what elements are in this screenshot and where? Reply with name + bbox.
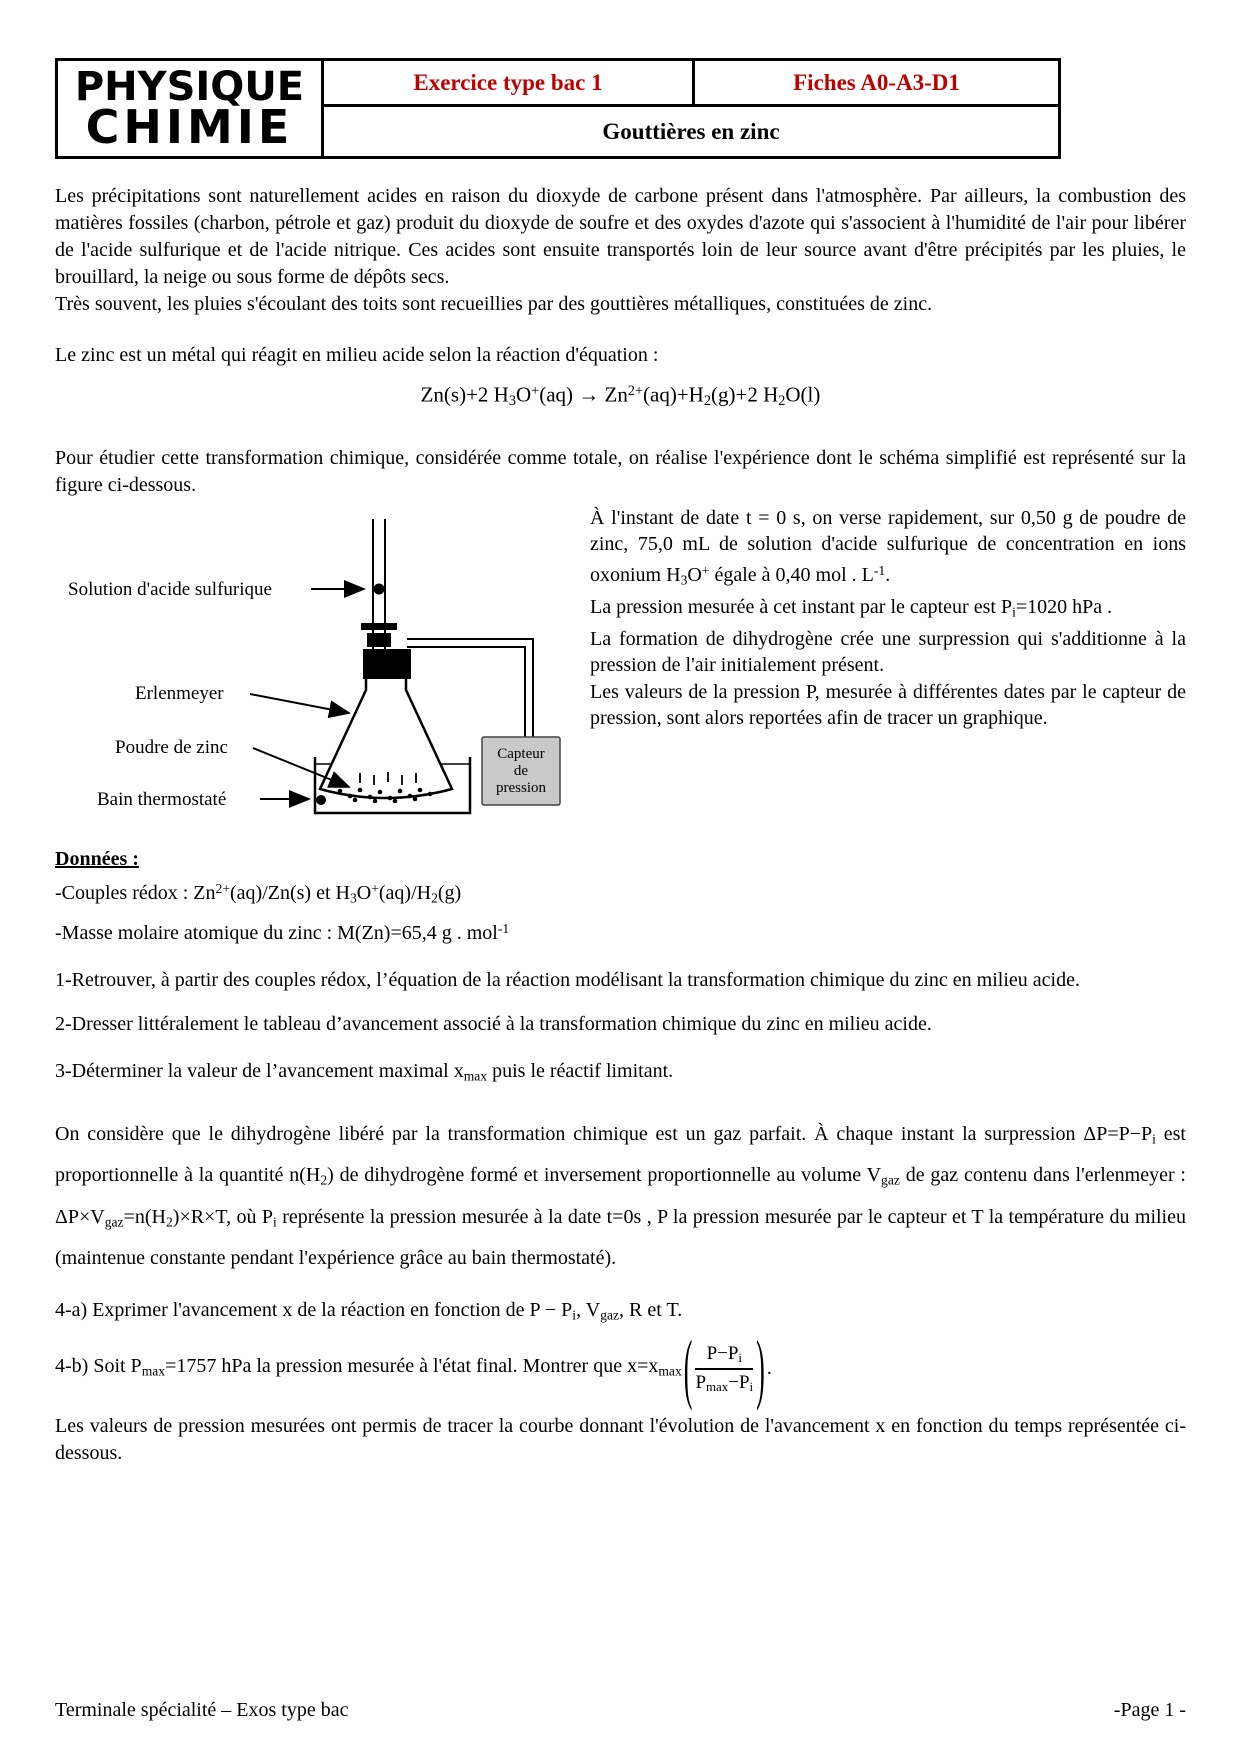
data-section-title: Données : [55,847,139,870]
footer-course-label: Terminale spécialité – Exos type bac [55,1699,349,1721]
sensor-label-line1: Capteur [497,745,545,762]
dropping-tube [361,519,397,653]
pressure-sensor-box [482,737,560,805]
question-4a: 4-a) Exprimer l'avancement x de la réaction en fonction de $P - P_i$, $V_{gaz}$, R et T. [55,1299,683,1323]
intro-paragraph-2: Très souvent, les pluies s'écoulant des toits sont recueillies par des gouttières métalliques, constituées de zinc. [55,293,933,315]
bath-marker-dot [316,795,326,805]
question-1: 1-Retrouver, à partir des couples rédox, l’équation de la réaction modélisant la transformation chimique du zinc en milieu acide. [55,968,1080,991]
tube-clamp [361,623,397,630]
logo-line-1: PHYSIQUE [74,63,305,110]
ideal-gas-paragraph: On considère que le dihydrogène libéré par la transformation chimique est un gaz parfait. À chaque instant la surpression $\Delta P=P-P_i$ est proportionnelle à la quantité $n(H_2)$ de dihydrogène formé et inversement proportionnelle au volume $V_{gaz}$ de gaz contenu dans l'erlenmeyer : $\Delta P\times V_{gaz}=n(H_2)\times R\times T$, où $P_i$ représente la pression mesurée à la date t=0s , P la pression mesurée par le capteur et T la température du milieu (maintenue constante pendant l'expérience grâce au bain thermostaté). [55,1122,1186,1270]
header-table [55,58,1061,159]
label-acid-solution: Solution d'acide sulfurique [68,578,272,600]
physique-chimie-logo [58,63,321,154]
question-4b [55,1325,1186,1413]
question-2: 2-Dresser littéralement le tableau d’avancement associé à la transformation chimique du zinc en milieu acide. [55,1012,932,1035]
connecting-tube [407,639,533,737]
question-3: 3-Déterminer la valeur de l’avancement maximal $x_{max}$ puis le réactif limitant. [55,1059,674,1083]
label-erlenmeyer: Erlenmeyer [135,682,224,704]
data-redox-couples: -Couples rédox : $Zn^{2+}(aq)/Zn(s)$ et $H_3O^+(aq)/H_2(g)$ [55,880,462,906]
erlenmeyer-flask [320,678,452,798]
fraction [695,1342,753,1396]
document-subject-title: Gouttières en zinc [323,106,1060,158]
figure-labels [68,579,364,810]
experiment-paragraph-2: La pression mesurée à cet instant par le capteur est $P_i=1020$ hPa . [590,595,1113,620]
stopper [363,649,411,679]
logo-cell [57,60,323,158]
closing-paragraph: Les valeurs de pression mesurées ont permis de tracer la courbe donnant l'évolution de l'avancement x en fonction du temps représentée ci-dessous. [55,1414,1186,1464]
arrow-erlenmeyer [250,694,349,713]
fraction-numerator: $P-P_i$ [695,1342,753,1370]
label-bath: Bain thermostaté [97,788,227,810]
question-4b-text: 4-b) Soit $P_{max}=1757$ hPa la pression mesurée à l'état final. Montrer que $x=x_{max}$ [55,1354,682,1379]
sensor-label-line2: de [513,762,529,779]
chemical-equation: Zn(s)+2 $H_3O^+(aq) \to Zn^{2+}(aq)+H_2(g)+2$ $H_2O(l)$ [420,382,821,409]
experiment-intro: Pour étudier cette transformation chimique, considérée comme totale, on réalise l'expérience dont le schéma simplifié est représenté sur la figure ci-dessous. [55,446,1186,496]
figure-section [55,505,1186,825]
logo-line-2: CHIMIE [85,99,294,154]
sensor-label-line3: pression [496,779,546,796]
footer-page-number: -Page 1 - [1113,1699,1186,1721]
experiment-paragraph-1: À l'instant de date t = 0 s, on verse rapidement, sur 0,50 g de poudre de zinc, 75,0 mL de solution d'acide sulfurique de concentration en ions oxonium $H_3O^+$ égale à 0,40 mol . $L^{-1}$. [590,506,1186,588]
experiment-diagram [55,505,590,825]
reaction-intro: Le zinc est un métal qui réagit en milieu acide selon la réaction d'équation : [55,344,659,366]
close-paren: ) [756,1325,765,1413]
experiment-paragraph-3: La formation de dihydrogène crée une surpression qui s'additionne à la pression de l'air initialement présent. [590,627,1186,677]
experiment-description [590,505,1186,825]
question-4b-period: . [766,1357,772,1380]
label-zinc-powder: Poudre de zinc [115,736,228,758]
document-body [55,183,1186,1467]
exercise-title: Exercice type bac 1 [323,60,694,106]
experiment-paragraph-4: Les valeurs de la pression P, mesurée à différentes dates par le capteur de pression, sont alors reportées afin de tracer un graphique. [590,680,1186,730]
data-molar-mass: -Masse molaire atomique du zinc : M(Zn)=65,4 g . mol$^{-1}$ [55,921,510,945]
intro-paragraph-1: Les précipitations sont naturellement acides en raison du dioxyde de carbone présent dans l'atmosphère. Par ailleurs, la combustion des matières fossiles (charbon, pétrole et gaz) produit du dioxyde de soufre et des oxydes d'azote qui s'associent à l'humidité de l'air pour libérer de l'acide sulfurique et de l'acide nitrique. Ces acides sont ensuite transportés loin de leur source avant d'être précipités par les pluies, le brouillard, la neige ou sous forme de dépôts secs. [55,185,1186,288]
page-footer [55,1699,1186,1722]
fraction-denominator: $P_{max}-P_i$ [695,1371,754,1394]
open-paren: ( [683,1325,693,1413]
fiches-reference: Fiches A0-A3-D1 [694,60,1060,106]
